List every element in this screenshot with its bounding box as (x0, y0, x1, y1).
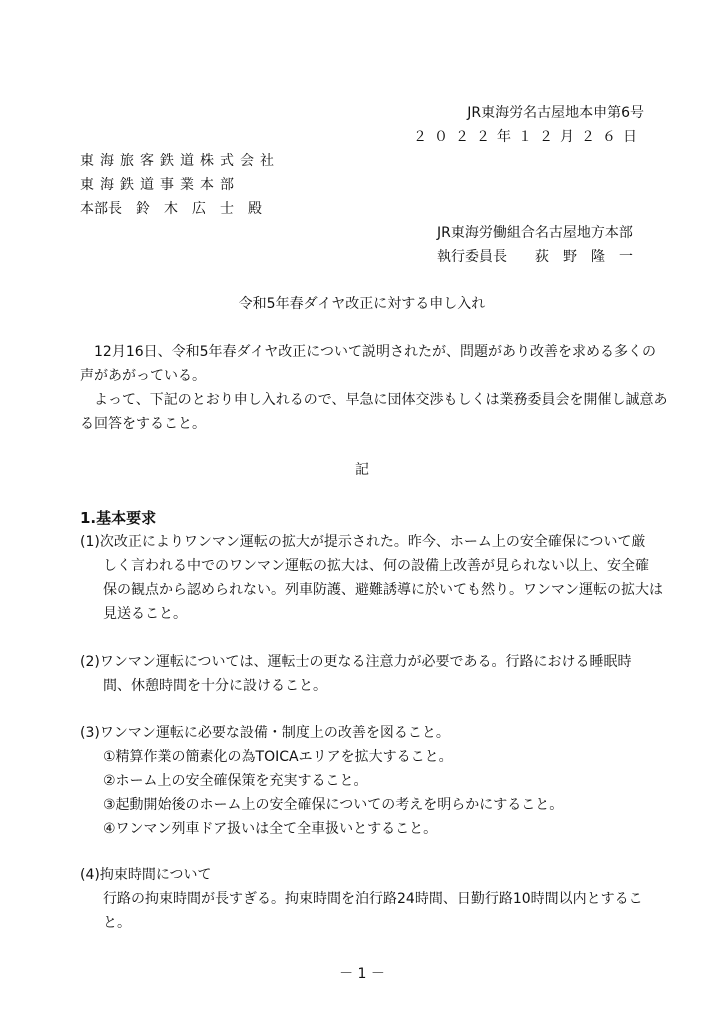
item-3-sub-4: ④ワンマン列車ドア扱いは全て全車扱いとすること。 (103, 821, 438, 837)
item-2-line-2: 間、休憩時間を十分に設けること。 (103, 678, 327, 694)
document-date: ２０２２年１２月２６日 (413, 129, 644, 145)
item-2-line-1: (2)ワンマン運転については、運転士の更なる注意力が必要である。行路における睡眠時 (80, 654, 632, 670)
intro-paragraph-2-line-2: る回答をすること。 (80, 416, 206, 432)
item-3-sub-1: ①精算作業の簡素化の為TOICAエリアを拡大すること。 (103, 749, 453, 765)
item-3-line-1: (3)ワンマン運転に必要な設備・制度上の改善を図ること。 (80, 725, 450, 741)
ki-heading: 記 (355, 462, 369, 478)
item-1-line-3: 保の観点から認められない。列車防護、避難誘導に於いても然り。ワンマン運転の拡大は (103, 582, 663, 598)
recipient-person: 本部長 鈴 木 広 士 殿 (80, 201, 262, 217)
item-4-line-1: (4)拘束時間について (80, 867, 212, 883)
page-number: － 1 － (339, 966, 385, 982)
recipient-division: 東海鉄道事業本部 (80, 177, 240, 193)
item-4-line-3: と。 (103, 915, 131, 931)
intro-paragraph-1-line-1: 12月16日、令和5年春ダイヤ改正について説明されたが、問題があり改善を求める多くの (80, 344, 656, 360)
item-1-line-2: しく言われる中でのワンマン運転の拡大は、何の設備上改善が見られない以上、安全確 (103, 558, 649, 574)
document-title: 令和5年春ダイヤ改正に対する申し入れ (238, 296, 486, 312)
intro-paragraph-2-line-1: よって、下記のとおり申し入れるので、早急に団体交渉もしくは業務委員会を開催し誠意あ (80, 392, 668, 408)
sender-organization: JR東海労働組合名古屋地方本部 (437, 225, 633, 241)
intro-paragraph-1-line-2: 声があがっている。 (80, 368, 206, 384)
item-3-sub-3: ③起動開始後のホーム上の安全確保についての考えを明らかにすること。 (103, 797, 564, 813)
section-heading: 1.基本要求 (80, 509, 157, 527)
item-1-line-4: 見送ること。 (103, 606, 187, 622)
item-4-line-2: 行路の拘束時間が長すぎる。拘束時間を泊行路24時間、日勤行路10時間以内とするこ (103, 891, 643, 907)
recipient-company: 東海旅客鉄道株式会社 (80, 153, 280, 169)
document-number: JR東海労名古屋地本申第6号 (467, 105, 644, 121)
sender-person: 執行委員長 荻 野 隆 一 (437, 249, 633, 265)
item-3-sub-2: ②ホーム上の安全確保策を充実すること。 (103, 773, 368, 789)
item-1-line-1: (1)次改正によりワンマン運転の拡大が提示された。昨今、ホーム上の安全確保について厳 (80, 534, 646, 550)
